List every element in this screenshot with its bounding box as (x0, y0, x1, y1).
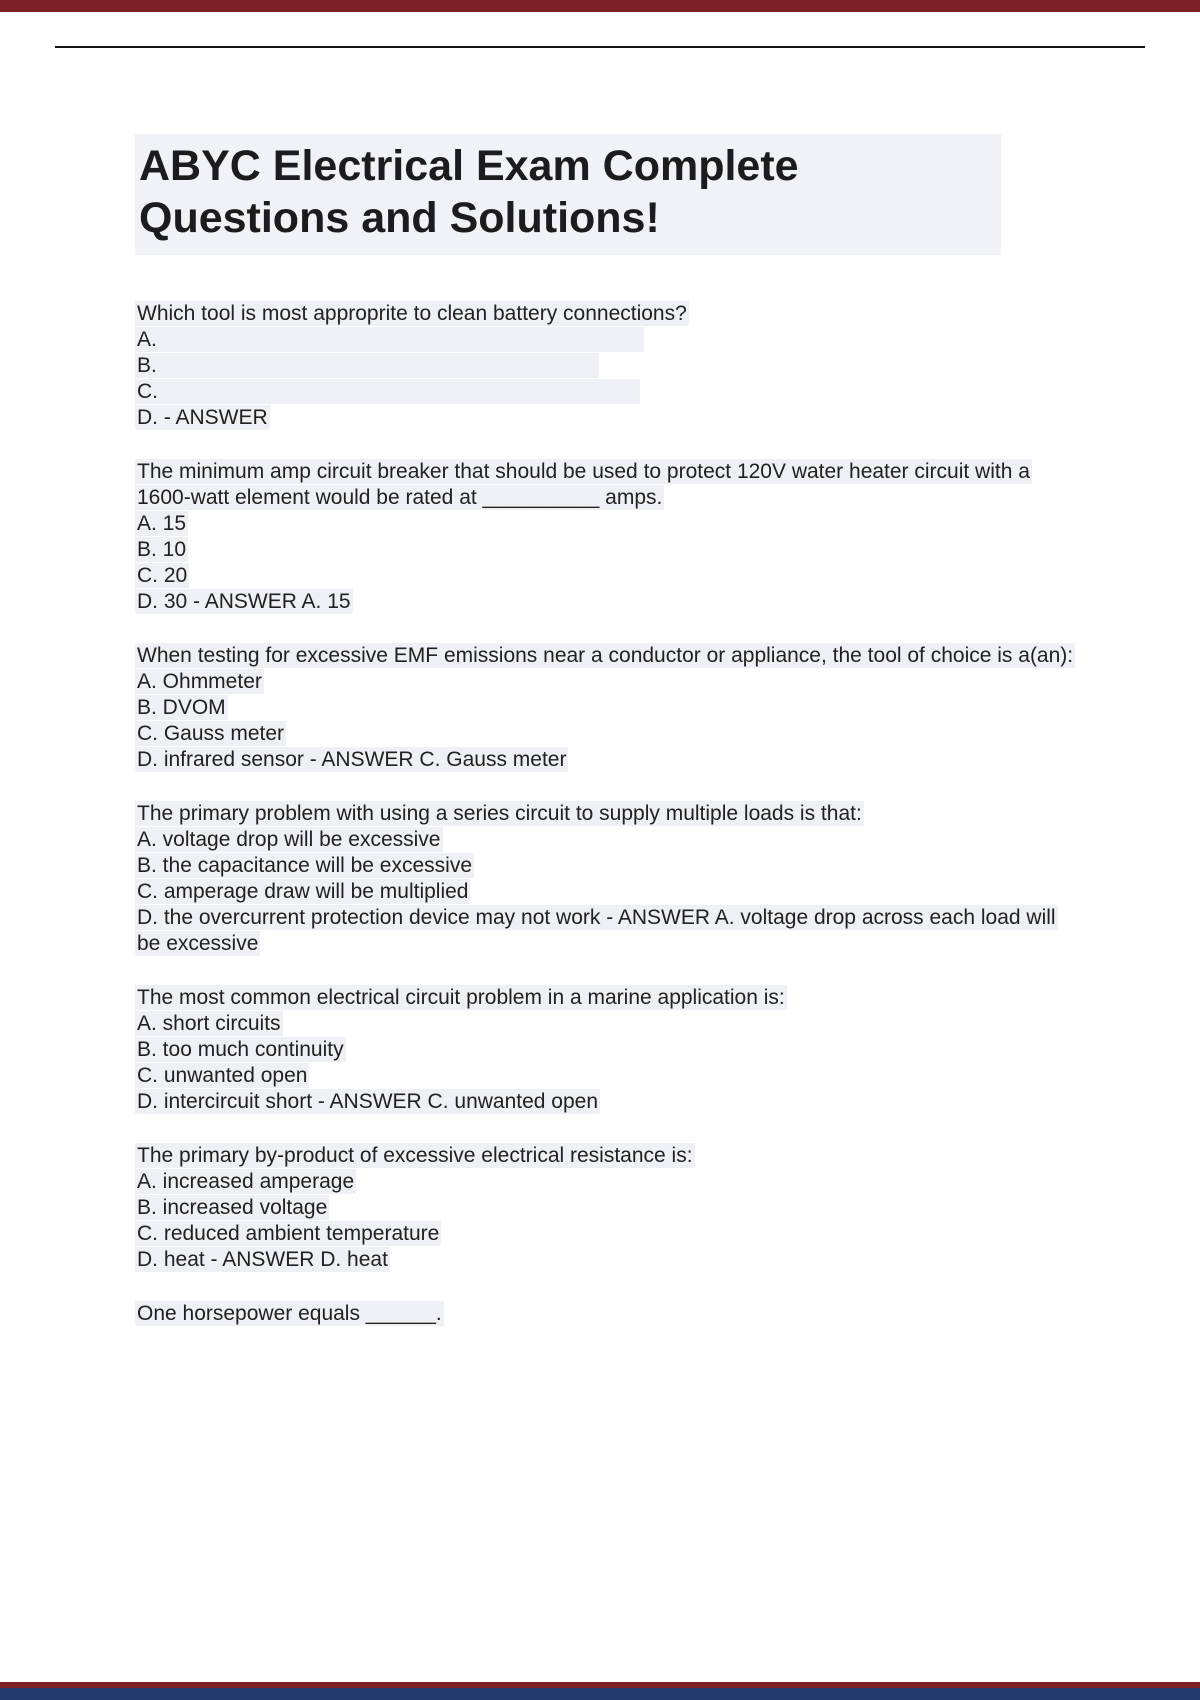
redacted-answer-block (157, 357, 597, 376)
option-b: B. (135, 353, 1080, 379)
question-block-4 (135, 801, 1080, 957)
option-d-answer: D. 30 - ANSWER A. 15 (137, 589, 351, 613)
page-title: ABYC Electrical Exam Complete Questions and Solutions! (135, 134, 1001, 255)
question-block-7 (135, 1301, 1080, 1327)
top-accent-bar (0, 0, 1200, 12)
option-c: C. 20 (137, 563, 188, 587)
redacted-answer-block (158, 383, 638, 402)
question-block-5 (135, 985, 1080, 1115)
option-c: C. reduced ambient temperature (137, 1221, 440, 1245)
option-d-answer: D. infrared sensor - ANSWER C. Gauss meter (137, 747, 567, 771)
option-b: B. the capacitance will be excessive (137, 853, 473, 877)
option-a: A. short circuits (137, 1011, 281, 1035)
option-d-answer: D. intercircuit short - ANSWER C. unwanted open (137, 1089, 599, 1113)
redacted-answer-block (157, 331, 642, 350)
option-b: B. 10 (137, 537, 187, 561)
option-c: C. (135, 379, 1080, 405)
option-b: B. increased voltage (137, 1195, 328, 1219)
question-text: The primary by-product of excessive electrical resistance is: (137, 1143, 693, 1167)
bottom-accent-bar-navy (0, 1688, 1200, 1700)
option-a: A. increased amperage (137, 1169, 355, 1193)
option-a: A. Ohmmeter (137, 669, 262, 693)
question-text: One horsepower equals ______. (137, 1301, 442, 1325)
question-block-3 (135, 643, 1080, 773)
option-b: B. DVOM (137, 695, 226, 719)
option-a: A. (135, 327, 1080, 353)
option-a: A. voltage drop will be excessive (137, 827, 441, 851)
question-block-2 (135, 459, 1080, 615)
option-c: C. Gauss meter (137, 721, 285, 745)
option-d-answer: D. - ANSWER (137, 405, 268, 429)
option-c: C. amperage draw will be multiplied (137, 879, 469, 903)
question-text: The minimum amp circuit breaker that should be used to protect 120V water heater circuit with a 1600-watt element would be rated at __________ amps. (137, 459, 1030, 509)
option-a: A. 15 (137, 511, 187, 535)
option-b: B. too much continuity (137, 1037, 344, 1061)
question-block-6 (135, 1143, 1080, 1273)
option-d-answer: D. the overcurrent protection device may not work - ANSWER A. voltage drop across each load will be excessive (137, 905, 1056, 955)
header-rule (55, 46, 1145, 48)
question-block-1 (135, 301, 1080, 431)
question-text: The most common electrical circuit problem in a marine application is: (137, 985, 785, 1009)
option-c: C. unwanted open (137, 1063, 308, 1087)
document-content (0, 134, 1200, 1327)
question-text: The primary problem with using a series circuit to supply multiple loads is that: (137, 801, 862, 825)
question-text: When testing for excessive EMF emissions near a conductor or appliance, the tool of choice is a(an): (137, 643, 1074, 667)
option-d-answer: D. heat - ANSWER D. heat (137, 1247, 388, 1271)
question-text: Which tool is most approprite to clean battery connections? (137, 301, 687, 325)
